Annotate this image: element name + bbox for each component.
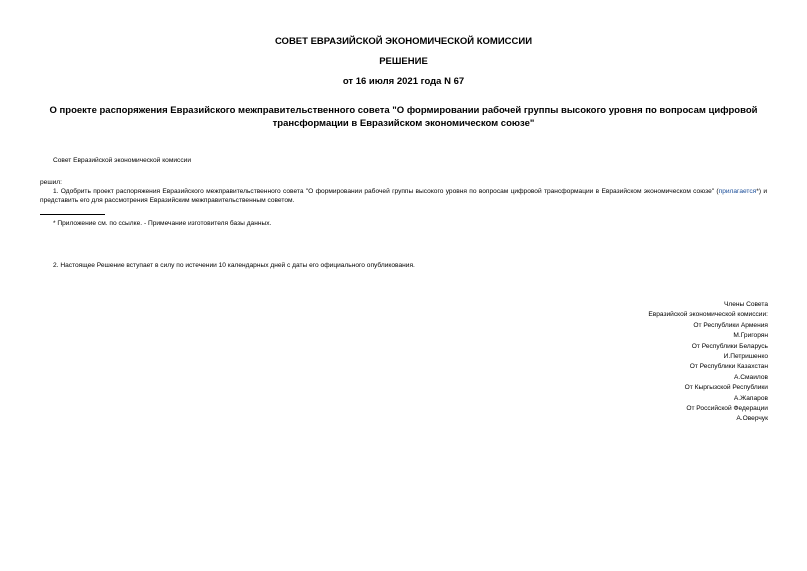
signature-line: От Кыргызской Республики <box>684 384 768 392</box>
signature-line: От Республики Казахстан <box>689 363 768 371</box>
document-date-number: от 16 июля 2021 года N 67 <box>342 76 465 87</box>
signature-block <box>648 300 768 425</box>
document-title: О проекте распоряжения Евразийского межправительственного совета "О формировании рабочей группы высокого уровня по вопросам цифровой трансформации в Евразийском экономическом союзе" <box>49 105 758 129</box>
paragraph-1-start: 1. Одобрить проект распоряжения Евразийского межправительственного совета "О формировании рабочей группы высокого уровня по вопросам цифровой трансформации в Евразийском экономическом союзе" ( <box>53 188 719 195</box>
annex-link[interactable]: прилагается <box>718 188 757 195</box>
paragraph-2: 2. Настоящее Решение вступает в силу по истечении 10 календарных дней с даты его официального опубликования. <box>53 262 415 269</box>
signature-line: А.Смаилов <box>734 373 768 381</box>
intro-text: Совет Евразийской экономической комиссии <box>53 157 192 164</box>
signature-subheading: Евразийской экономической комиссии: <box>648 311 768 319</box>
resolved-text: решил: <box>40 179 62 186</box>
paragraph-1 <box>40 187 767 205</box>
signature-line: А.Оверчук <box>736 415 768 423</box>
signature-line: М.Григорян <box>733 332 768 340</box>
signature-line: От Республики Беларусь <box>691 342 768 350</box>
organization-heading: СОВЕТ ЕВРАЗИЙСКОЙ ЭКОНОМИЧЕСКОЙ КОМИССИИ <box>274 36 533 47</box>
signature-heading: Члены Совета <box>723 301 768 308</box>
paragraph-1-end: *) и представить его для рассмотрения Евразийским межправительственным советом. <box>40 188 768 204</box>
signature-line: От Российской Федерации <box>686 405 768 413</box>
signature-line: А.Жапаров <box>733 394 768 402</box>
signature-line: И.Петришенко <box>723 353 768 361</box>
signature-line: От Республики Армения <box>693 321 768 329</box>
footnote-divider <box>40 214 105 215</box>
document-type: РЕШЕНИЕ <box>379 56 428 67</box>
footnote: * Приложение см. по ссылке. - Примечание изготовителя базы данных. <box>53 220 272 227</box>
